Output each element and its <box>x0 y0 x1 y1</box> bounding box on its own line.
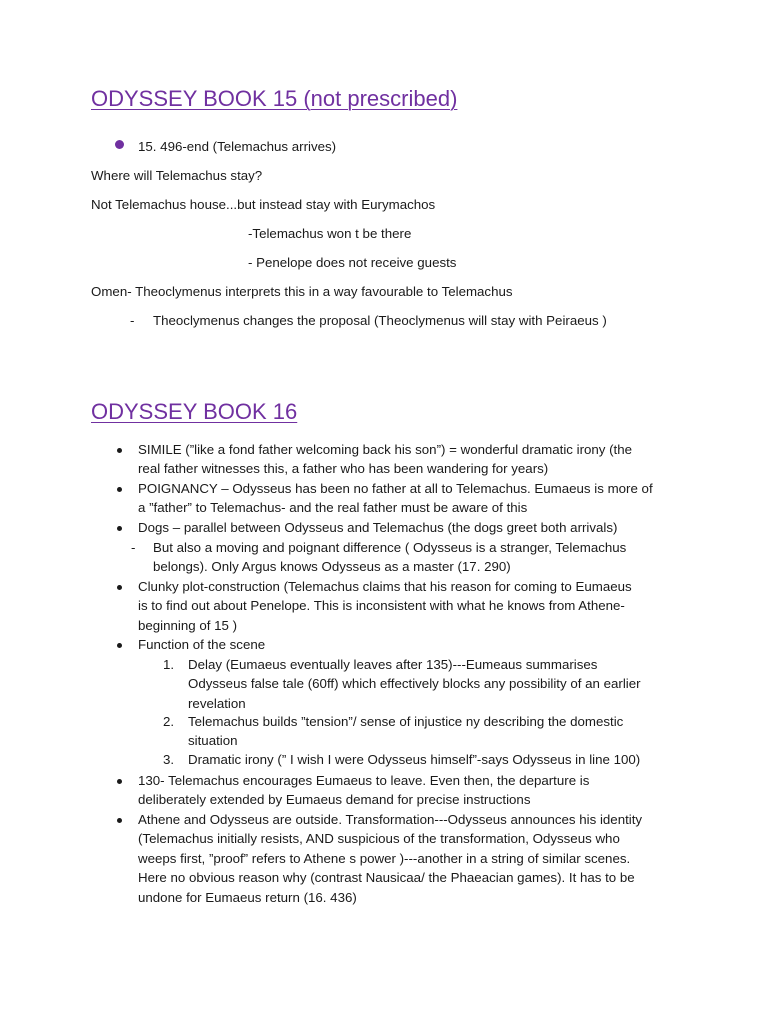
bullet-icon <box>117 526 122 531</box>
bullet-icon <box>117 448 122 453</box>
dash-marker: - <box>130 313 135 328</box>
book15-indent-2: - Penelope does not receive guests <box>248 255 457 270</box>
purple-bullet-icon <box>115 140 124 149</box>
bullet-icon <box>117 779 122 784</box>
book15-indent-1: -Telemachus won t be there <box>248 226 412 241</box>
book16-heading: ODYSSEY BOOK 16 <box>91 399 298 424</box>
bullet-icon <box>117 818 122 823</box>
book16-dogs-sub <box>153 538 626 577</box>
text-line: undone for Eumaeus return (16. 436) <box>138 889 357 905</box>
text-line: Clunky plot-construction (Telemachus claims that his reason for coming to Eumaeus <box>138 579 632 594</box>
text-line: real father witnesses this, a father who has been wandering for years) <box>138 461 549 477</box>
book16-function-1 <box>188 655 641 713</box>
text-line: SIMILE (”like a fond father welcoming back his son”) = wonderful dramatic irony (the <box>138 442 633 457</box>
text-line: Dramatic irony (” I wish I were Odysseus himself”-says Odysseus in line 100) <box>188 752 641 767</box>
text-line: Dogs – parallel between Odysseus and Telemachus (the dogs greet both arrivals) <box>138 520 618 535</box>
book16-encourage <box>138 771 589 810</box>
text-line: POIGNANCY – Odysseus has been no father at all to Telemachus. Eumaeus is more of <box>138 481 653 496</box>
text-line: beginning of 15 ) <box>138 617 238 633</box>
book15-heading: ODYSSEY BOOK 15 (not prescribed) <box>91 86 458 111</box>
text-line: Telemachus builds ”tension”/ sense of injustice ny describing the domestic <box>188 714 624 729</box>
text-line: (Telemachus initially resists, AND suspicious of the transformation, Odysseus who <box>138 831 620 847</box>
book16-function-3 <box>188 750 640 769</box>
text-line: Delay (Eumaeus eventually leaves after 135)---Eumeaus summarises <box>188 657 598 672</box>
book16-clunky <box>138 577 632 635</box>
book16-function <box>138 635 265 654</box>
text-line: Odysseus false tale (60ff) which effectively blocks any possibility of an earlier <box>188 676 641 692</box>
book15-question: Where will Telemachus stay? <box>91 168 263 183</box>
book15-omen: Omen- Theoclymenus interprets this in a way favourable to Telemachus <box>91 284 513 299</box>
list-number: 2. <box>163 714 175 729</box>
text-line: 130- Telemachus encourages Eumaeus to leave. Even then, the departure is <box>138 773 590 788</box>
text-line: Function of the scene <box>138 637 266 652</box>
text-line: revelation <box>188 695 246 711</box>
text-line: belongs). Only Argus knows Odysseus as a master (17. 290) <box>153 559 511 575</box>
text-line: weeps first, ”proof” refers to Athene s power )---another in a string of similar scenes. <box>138 850 631 866</box>
book15-dash-item: Theoclymenus changes the proposal (Theoclymenus will stay with Peiraeus ) <box>153 313 607 328</box>
book16-simile <box>138 440 632 479</box>
bullet-icon <box>117 487 122 492</box>
list-number: 1. <box>163 657 175 672</box>
book16-athene <box>138 810 642 907</box>
book16-function-2 <box>188 712 623 751</box>
book15-not-house: Not Telemachus house...but instead stay with Eurymachos <box>91 197 436 212</box>
book15-bullet-text: 15. 496-end (Telemachus arrives) <box>138 139 337 154</box>
text-line: situation <box>188 733 238 749</box>
text-line: a ”father” to Telemachus- and the real father must be aware of this <box>138 500 528 516</box>
bullet-icon <box>117 585 122 590</box>
text-line: is to find out about Penelope. This is inconsistent with what he knows from Athene- <box>138 598 625 614</box>
text-line: deliberately extended by Eumaeus demand for precise instructions <box>138 792 531 808</box>
book16-dogs <box>138 518 617 537</box>
text-line: Here no obvious reason why (contrast Nausicaa/ the Phaeacian games). It has to be <box>138 870 635 886</box>
bullet-icon <box>117 643 122 648</box>
list-number: 3. <box>163 752 175 767</box>
text-line: But also a moving and poignant difference ( Odysseus is a stranger, Telemachus <box>153 540 627 555</box>
text-line: Athene and Odysseus are outside. Transformation---Odysseus announces his identity <box>138 812 643 827</box>
dash-marker: - <box>131 540 136 555</box>
book16-poignancy <box>138 479 653 518</box>
